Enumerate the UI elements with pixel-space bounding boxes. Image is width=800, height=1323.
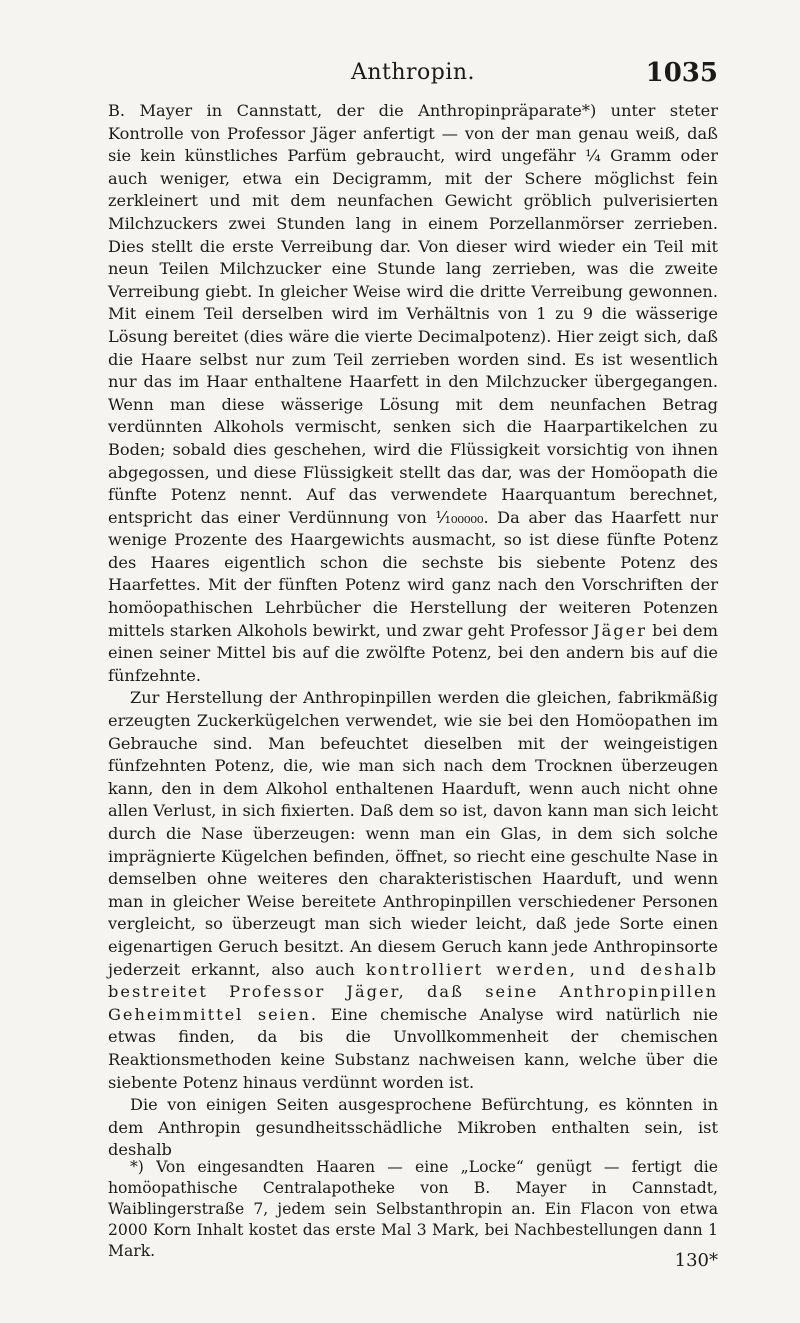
running-head xyxy=(108,56,718,92)
signature-mark: 130* xyxy=(674,1250,718,1271)
paragraph-2 xyxy=(108,687,718,1094)
paragraph-1 xyxy=(108,100,718,687)
paragraph-3: Die von einigen Seiten ausgesprochene Befürchtung, es könnten in dem Anthropin gesundheitsschädliche Mikroben enthalten sein, ist deshalb xyxy=(108,1095,718,1160)
paragraph-1-end: bei dem einen seiner Mittel bis auf die zwölfte Potenz, bei den andern bis auf die fünfzehnte. xyxy=(108,620,718,685)
paragraph-2-text: Zur Herstellung der Anthropinpillen werden die gleichen, fabrikmäßig erzeugten Zuckerkügelchen verwendet, wie sie bei den Homöopathen im Gebrauche sind. Man befeuchtet dieselben mit der weingeistigen fünfzehnten Potenz, die, wie man sich nach dem Trocknen überzeugen kann, den in dem Alkohol enthaltenen Haarduft, wenn auch nicht ohne allen Verlust, in sich fixierten. Daß dem so ist, davon kann man sich leicht durch die Nase überzeugen: wenn man ein Glas, in dem sich solche imprägnierte Kügelchen befinden, öffnet, so riecht eine geschulte Nase in demselben ohne weiteres den charakteristischen Haarduft, und wenn man in gleicher Weise bereitete Anthropinpillen verschiedener Personen vergleicht, so überzeugt man sich wieder leicht, daß jede Sorte einen eigenartigen Geruch besitzt. An diesem Geruch kann jede Anthropinsorte jederzeit erkannt, also auch xyxy=(108,688,718,979)
footnote: *) Von eingesandten Haaren — eine „Locke“ genügt — fertigt die homöopathische Centralapotheke von B. Mayer in Cannstadt, Waiblingerstraße 7, jedem sein Selbstanthropin an. Ein Flacon von etwa 2000 Korn Inhalt kostet das erste Mal 3 Mark, bei Nachbestellungen dann 1 Mark. xyxy=(108,1158,718,1260)
page-number: 1035 xyxy=(645,58,718,88)
author-name-jaeger: Jäger xyxy=(593,620,647,640)
paragraph-1-text: B. Mayer in Cannstatt, der die Anthropinpräparate*) unter steter Kontrolle von Professor Jäger anfertigt — von der man genau weiß, daß sie kein künstliches Parfüm gebraucht, wird ungefähr ¼ Gramm oder auch weniger, etwa ein Decigramm, mit der Schere möglichst fein zerkleinert und mit dem neunfachen Gewicht gröblich pulverisierten Milchzuckers zwei Stunden lang in einem Porzellanmörser zerrieben. Dies stellt die erste Verreibung dar. Von dieser wird wieder ein Teil mit neun Teilen Milchzucker eine Stunde lang zerrieben, was die zweite Verreibung giebt. In gleicher Weise wird die dritte Verreibung gewonnen. Mit einem Teil derselben wird im Verhältnis von 1 zu 9 die wässerige Lösung bereitet (dies wäre die vierte Decimalpotenz). Hier zeigt sich, daß die Haare selbst nur zum Teil zerrieben worden sind. Es ist wesentlich nur das im Haar enthaltene Haarfett in den Milchzucker übergegangen. Wenn man diese wässerige Lösung mit dem neunfachen Betrag verdünnten Alkohols vermischt, senken sich die Haarpartikelchen zu Boden; sobald dies geschehen, wird die Flüssigkeit vorsichtig von ihnen abgegossen, und diese Flüssigkeit stellt das dar, was der Homöopath die fünfte Potenz nennt. Auf das verwendete Haarquantum berechnet, entspricht das einer Verdünnung von ¹⁄₁₀₀₀₀₀. Da aber das Haarfett nur wenige Prozente des Haargewichts ausmacht, so ist diese fünfte Potenz des Haares eigentlich schon die sechste bis siebente Potenz des Haarfettes. Mit der fünften Potenz wird ganz nach den Vorschriften der homöopathischen Lehrbücher die Herstellung der weiteren Potenzen mittels starken Alkohols bewirkt, und zwar geht Professor xyxy=(108,101,718,640)
running-title: Anthropin. xyxy=(350,60,476,85)
paragraph-2-end: Eine chemische Analyse wird natürlich nie etwas finden, da bis die Unvollkommenheit der chemischen Reaktionsmethoden keine Substanz nachweisen kann, welche über die siebente Potenz hinaus verdünnt worden ist. xyxy=(108,1004,718,1092)
paragraph-2-spaced-text: kontrolliert werden, und deshalb bestreitet Professor Jäger, daß seine Anthropinpillen Geheimmittel seien. xyxy=(108,959,718,1024)
body-text xyxy=(108,100,718,1162)
